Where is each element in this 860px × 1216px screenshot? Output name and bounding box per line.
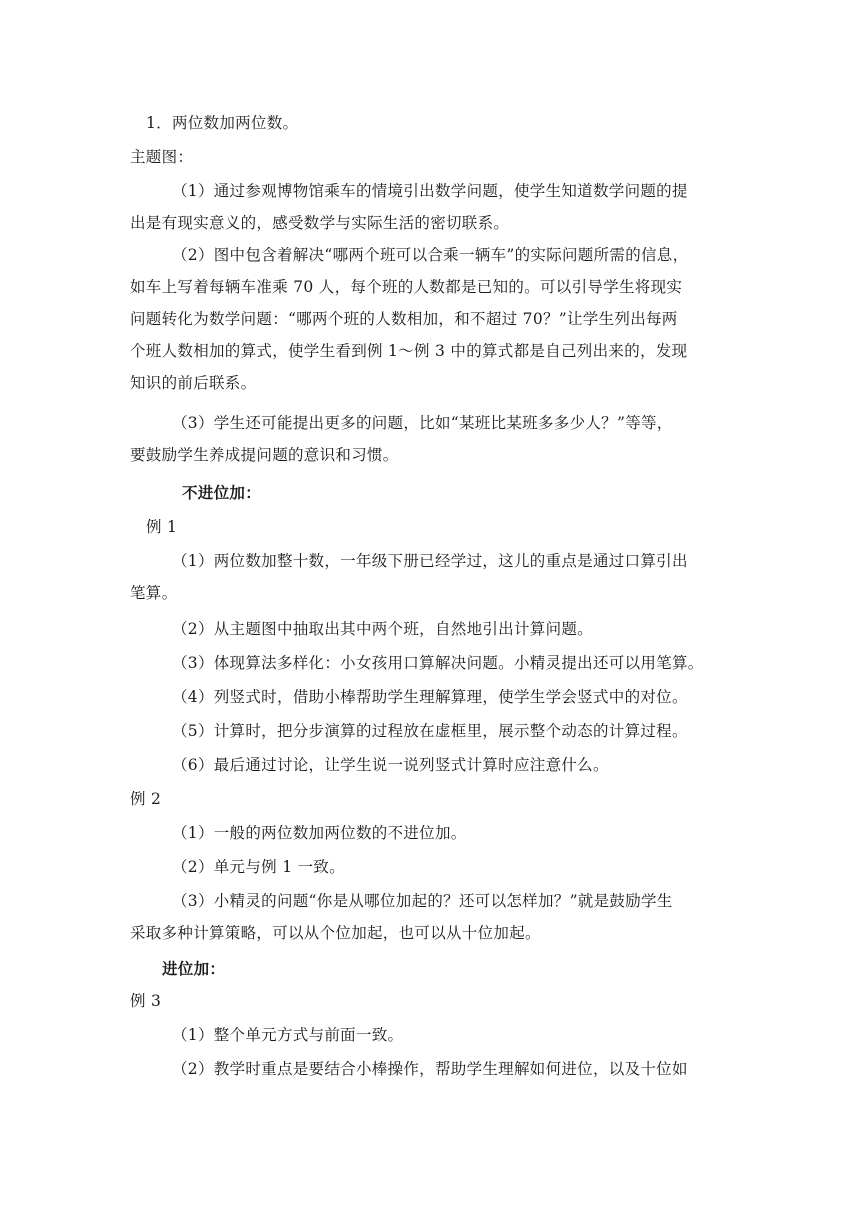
paragraph-line: （3）学生还可能提出更多的问题，比如“某班比某班多多少人？”等等， <box>172 414 673 432</box>
subheading-theme-picture: 主题图： <box>130 148 194 166</box>
paragraph-line: 如车上写着每辆车准乘 70 人，每个班的人数都是已知的。可以引导学生将现实 <box>130 278 683 296</box>
paragraph-line: （6）最后通过讨论，让学生说一说列竖式计算时应注意什么。 <box>172 756 609 774</box>
paragraph-line: （1）整个单元方式与前面一致。 <box>172 1026 404 1044</box>
paragraph-line: （1）通过参观博物馆乘车的情境引出数学问题，使学生知道数学问题的提 <box>172 182 688 200</box>
paragraph-line: （2）从主题图中抽取出其中两个班，自然地引出计算问题。 <box>172 620 593 638</box>
paragraph-line: （5）计算时，把分步演算的过程放在虚框里，展示整个动态的计算过程。 <box>172 722 688 740</box>
paragraph-line: 个班人数相加的算式，使学生看到例 1～例 3 中的算式都是自己列出来的，发现 <box>130 342 688 360</box>
example-label: 例 2 <box>130 790 162 808</box>
paragraph-line: 知识的前后联系。 <box>130 374 257 392</box>
paragraph-line: （3）体现算法多样化：小女孩用口算解决问题。小精灵提出还可以用笔算。 <box>172 654 704 672</box>
paragraph-line: 出是有现实意义的，感受数学与实际生活的密切联系。 <box>130 214 510 232</box>
paragraph-line: （2）教学时重点是要结合小棒操作，帮助学生理解如何进位，以及十位如 <box>172 1060 688 1078</box>
paragraph-line: （1）两位数加整十数，一年级下册已经学过，这儿的重点是通过口算引出 <box>172 552 688 570</box>
section-heading: 1．两位数加两位数。 <box>146 114 299 132</box>
paragraph-line: 要鼓励学生养成提问题的意识和习惯。 <box>130 446 399 464</box>
paragraph-line: 笔算。 <box>130 584 178 602</box>
paragraph-line: （2）图中包含着解决“哪两个班可以合乘一辆车”的实际问题所需的信息， <box>172 246 689 264</box>
subheading-carry: 进位加： <box>162 959 226 978</box>
subheading-no-carry: 不进位加： <box>182 483 262 502</box>
example-label: 例 1 <box>146 518 178 536</box>
paragraph-line: （1）一般的两位数加两位数的不进位加。 <box>172 824 467 842</box>
paragraph-line: （4）列竖式时，借助小棒帮助学生理解算理，使学生学会竖式中的对位。 <box>172 688 688 706</box>
paragraph-line: 问题转化为数学问题：“哪两个班的人数相加，和不超过 70？”让学生列出每两 <box>130 310 678 328</box>
paragraph-line: （2）单元与例 1 一致。 <box>172 858 345 876</box>
example-label: 例 3 <box>130 992 162 1010</box>
paragraph-line: （3）小精灵的问题“你是从哪位加起的？还可以怎样加？”就是鼓励学生 <box>172 892 673 910</box>
paragraph-line: 采取多种计算策略，可以从个位加起，也可以从十位加起。 <box>130 924 541 942</box>
